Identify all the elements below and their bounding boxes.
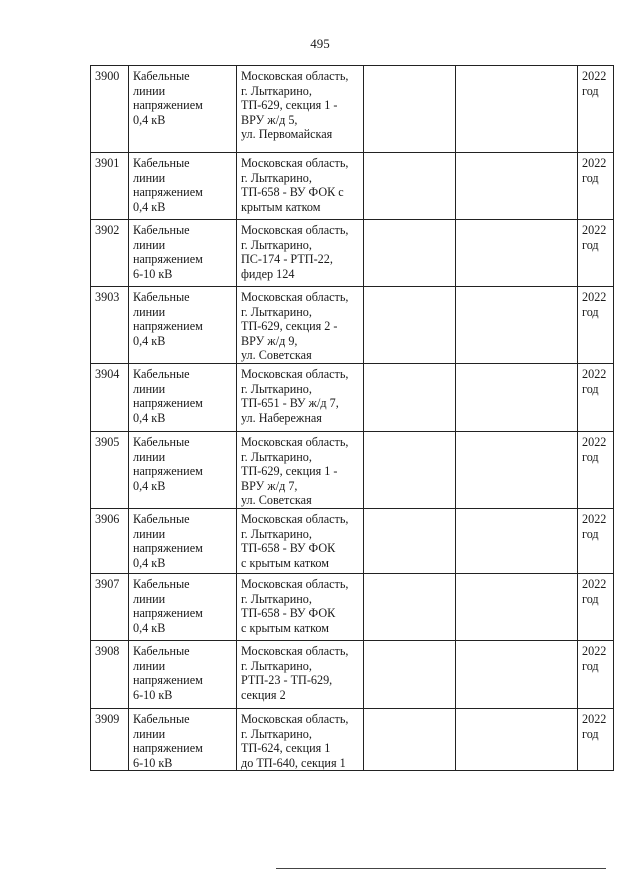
empty-cell [456,508,578,573]
object-type-cell-line: напряжением [133,98,203,113]
object-type-cell-line: напряжением [133,185,203,200]
empty-cell [364,220,456,287]
address-cell [237,220,364,287]
empty-cell [364,153,456,220]
address-cell-line: ТП-629, секция 1 - [241,98,338,113]
address-cell [237,708,364,770]
row-number-cell: 3904 [91,363,129,431]
address-cell-line: Московская область, [241,290,349,304]
address-cell [237,640,364,708]
address-cell-line: до ТП-640, секция 1 [241,755,346,770]
table-row [91,573,614,640]
object-type-cell-line: линии [133,658,166,673]
object-type-cell-line: линии [133,449,166,464]
object-type-cell-line: линии [133,304,166,319]
object-type-cell-line: Кабельные [133,223,190,237]
address-cell-line: секция 2 [241,687,286,702]
object-type-cell-line: линии [133,170,166,185]
address-cell [237,66,364,153]
address-cell-line: Московская область, [241,511,349,526]
address-cell-line: г. Лыткарино, [241,726,312,741]
address-cell-line: г. Лыткарино, [241,170,312,185]
address-cell-line: ТП-651 - ВУ ж/д 7, [241,396,339,411]
object-type-cell-line: Кабельные [133,511,190,526]
empty-cell [364,640,456,708]
object-type-cell-line: 0,4 кВ [133,555,166,570]
year-cell-line: 2022 [582,434,607,449]
address-cell-line: Московская область, [241,711,349,726]
row-number-cell: 3908 [91,640,129,708]
object-type-cell-line: линии [133,591,166,606]
year-cell-line: год [582,449,599,464]
address-cell-line: ТП-658 - ВУ ФОК [241,541,336,556]
object-type-cell-line: 0,4 кВ [133,333,166,348]
object-type-cell-line: напряжением [133,464,203,479]
year-cell [578,431,614,508]
empty-cell [364,431,456,508]
empty-cell [456,153,578,220]
address-cell [237,287,364,364]
address-cell-line: ТП-629, секция 1 - [241,464,338,479]
object-type-cell-line: напряжением [133,606,203,621]
empty-cell [364,508,456,573]
year-cell [578,508,614,573]
address-cell [237,363,364,431]
object-type-cell [129,66,237,153]
address-cell-line: Московская область, [241,223,349,237]
object-type-cell [129,640,237,708]
address-cell [237,508,364,573]
year-cell-line: 2022 [582,69,607,83]
empty-cell [364,66,456,153]
empty-cell [456,220,578,287]
address-cell-line: фидер 124 [241,266,295,281]
address-cell-line: ВРУ ж/д 5, [241,112,298,127]
year-cell [578,573,614,640]
object-type-cell-line: линии [133,381,166,396]
address-cell-line: ТП-658 - ВУ ФОК с [241,185,344,200]
object-type-cell-line: напряжением [133,541,203,556]
object-type-cell-line: Кабельные [133,156,190,170]
address-cell-line: ТП-624, секция 1 [241,741,331,756]
address-cell-line: Московская область, [241,643,349,658]
object-type-cell-line: напряжением [133,319,203,334]
empty-cell [456,287,578,364]
address-cell-line: ул. Набережная [241,410,322,425]
address-cell-line: ТП-658 - ВУ ФОК [241,606,336,621]
object-type-cell-line: 6-10 кВ [133,755,173,770]
address-cell-line: ПС-174 - РТП-22, [241,252,333,267]
address-cell-line: Московская область, [241,576,349,591]
object-type-cell-line: 0,4 кВ [133,199,166,214]
object-type-cell-line: 0,4 кВ [133,410,166,425]
registry-table-body [91,66,614,771]
object-type-cell [129,708,237,770]
year-cell-line: год [582,381,599,396]
row-number-cell: 3906 [91,508,129,573]
object-type-cell [129,287,237,364]
year-cell-line: год [582,658,599,673]
object-type-cell-line: 0,4 кВ [133,620,166,635]
address-cell-line: г. Лыткарино, [241,591,312,606]
row-number-cell: 3902 [91,220,129,287]
table-row [91,66,614,153]
year-cell-line: 2022 [582,511,607,526]
object-type-cell-line: линии [133,83,166,98]
address-cell-line: г. Лыткарино, [241,381,312,396]
year-cell [578,220,614,287]
object-type-cell-line: Кабельные [133,643,190,658]
row-number-cell: 3900 [91,66,129,153]
year-cell [578,66,614,153]
year-cell [578,363,614,431]
empty-cell [456,66,578,153]
address-cell-line: г. Лыткарино, [241,526,312,541]
address-cell-line: крытым катком [241,199,321,214]
row-number-cell: 3909 [91,708,129,770]
empty-cell [364,363,456,431]
object-type-cell-line: Кабельные [133,366,190,381]
address-cell-line: г. Лыткарино, [241,449,312,464]
object-type-cell [129,431,237,508]
empty-cell [364,287,456,364]
object-type-cell-line: Кабельные [133,434,190,449]
table-row [91,363,614,431]
object-type-cell-line: напряжением [133,396,203,411]
address-cell-line: ул. Советская [241,348,312,363]
object-type-cell [129,220,237,287]
address-cell-line: ВРУ ж/д 7, [241,478,298,493]
address-cell [237,431,364,508]
object-type-cell-line: 6-10 кВ [133,687,173,702]
row-number-cell: 3903 [91,287,129,364]
year-cell [578,640,614,708]
object-type-cell-line: 0,4 кВ [133,112,166,127]
year-cell-line: год [582,726,599,741]
row-number-cell: 3901 [91,153,129,220]
year-cell-line: 2022 [582,576,607,591]
year-cell-line: год [582,304,599,319]
empty-cell [456,431,578,508]
table-row [91,287,614,364]
registry-table [90,65,614,771]
address-cell-line: Московская область, [241,156,349,170]
table-row [91,508,614,573]
object-type-cell [129,153,237,220]
address-cell-line: ТП-629, секция 2 - [241,319,338,334]
table-row [91,220,614,287]
table-row [91,640,614,708]
year-cell-line: год [582,83,599,98]
empty-cell [456,640,578,708]
year-cell-line: 2022 [582,643,607,658]
bottom-rule [276,868,606,869]
address-cell-line: г. Лыткарино, [241,237,312,252]
object-type-cell-line: напряжением [133,741,203,756]
object-type-cell-line: Кабельные [133,711,190,726]
object-type-cell-line: Кабельные [133,576,190,591]
empty-cell [364,708,456,770]
year-cell [578,287,614,364]
address-cell-line: с крытым катком [241,555,329,570]
year-cell-line: 2022 [582,290,607,304]
empty-cell [456,363,578,431]
address-cell [237,573,364,640]
object-type-cell [129,363,237,431]
table-row [91,153,614,220]
address-cell [237,153,364,220]
address-cell-line: с крытым катком [241,620,329,635]
page-number: 495 [310,36,330,51]
object-type-cell-line: линии [133,526,166,541]
year-cell-line: год [582,526,599,541]
year-cell-line: 2022 [582,711,607,726]
year-cell [578,708,614,770]
table-row [91,431,614,508]
empty-cell [456,708,578,770]
object-type-cell-line: Кабельные [133,69,190,83]
address-cell-line: г. Лыткарино, [241,658,312,673]
object-type-cell-line: линии [133,726,166,741]
year-cell-line: 2022 [582,366,607,381]
empty-cell [364,573,456,640]
address-cell-line: ул. Советская [241,493,312,508]
address-cell-line: Московская область, [241,69,349,83]
object-type-cell-line: Кабельные [133,290,190,304]
address-cell-line: ул. Первомайская [241,127,333,142]
object-type-cell [129,508,237,573]
object-type-cell-line: линии [133,237,166,252]
object-type-cell-line: 6-10 кВ [133,266,173,281]
object-type-cell [129,573,237,640]
row-number-cell: 3905 [91,431,129,508]
year-cell-line: 2022 [582,156,607,170]
address-cell-line: Московская область, [241,366,349,381]
table-row [91,708,614,770]
address-cell-line: РТП-23 - ТП-629, [241,673,333,688]
object-type-cell-line: 0,4 кВ [133,478,166,493]
year-cell-line: год [582,170,599,185]
empty-cell [456,573,578,640]
year-cell-line: 2022 [582,223,607,237]
address-cell-line: г. Лыткарино, [241,304,312,319]
year-cell-line: год [582,591,599,606]
year-cell [578,153,614,220]
address-cell-line: Московская область, [241,434,349,449]
object-type-cell-line: напряжением [133,673,203,688]
row-number-cell: 3907 [91,573,129,640]
address-cell-line: г. Лыткарино, [241,83,312,98]
address-cell-line: ВРУ ж/д 9, [241,333,298,348]
object-type-cell-line: напряжением [133,252,203,267]
year-cell-line: год [582,237,599,252]
